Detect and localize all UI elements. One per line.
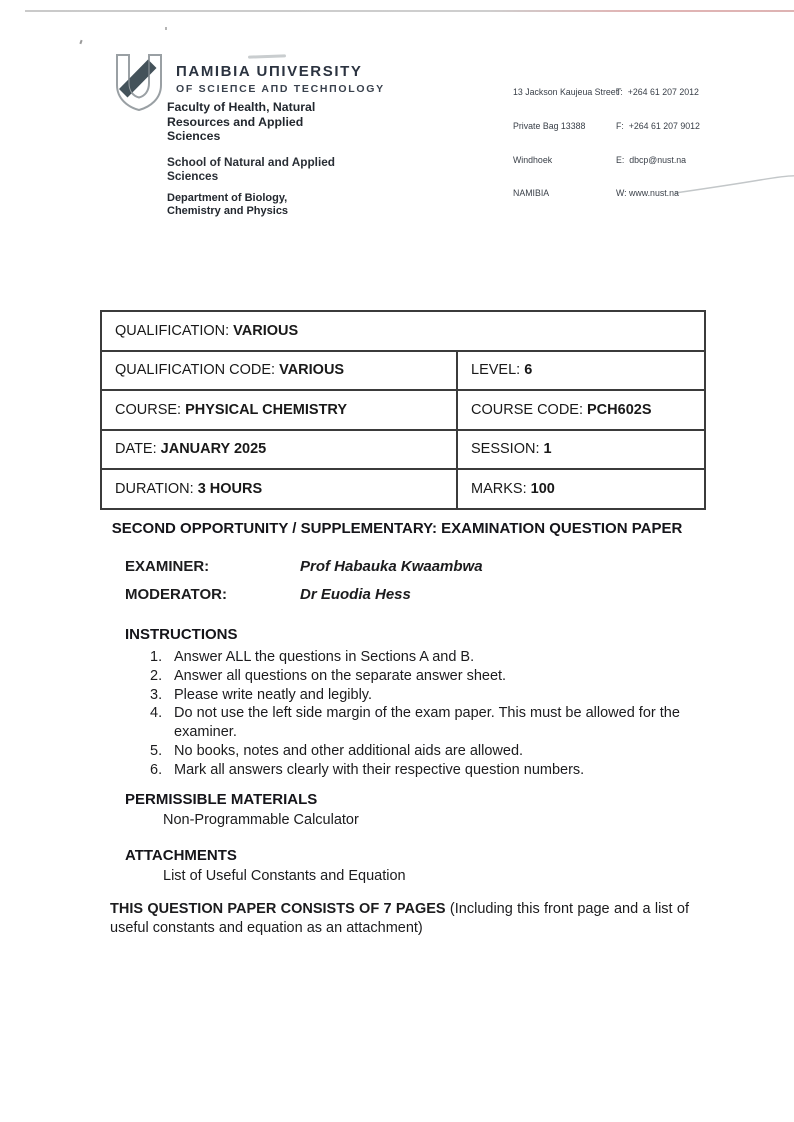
item-number: 5. [150,742,163,759]
address-line: Private Bag 13388 [513,121,586,132]
cell-label: MARKS: [471,480,531,497]
item-number: 3. [150,686,163,703]
cell-value: PHYSICAL CHEMISTRY [185,401,348,418]
address-line: NAMIBIA [513,188,550,199]
faculty-name [167,100,315,144]
cell-label: COURSE: [115,401,186,418]
examiner-label: EXAMINER: [125,558,210,575]
cell-value: 6 [524,362,533,379]
cell-label: SESSION: [471,441,544,458]
university-name-line2: OF SCIEПCE AПD TECHПOLOGY [176,83,385,95]
item-text: No books, notes and other additional aids are allowed. [174,742,524,759]
instruction-item [150,648,690,667]
contact-line: W: www.nust.na [616,188,679,199]
table-cell-qualification [102,312,704,350]
item-text: Mark all answers clearly with their respective question numbers. [174,761,585,778]
faculty-line: Resources and Applied [167,114,304,129]
course-info-table [100,310,706,510]
table-row [102,312,704,350]
table-cell-duration [102,470,458,508]
page-count-normal: (Including this front page and a list of useful constants and equation as an attachment) [110,901,689,936]
page-count-bold: THIS QUESTION PAPER CONSISTS OF 7 PAGES [110,901,446,917]
scan-speck [79,40,82,44]
cell-value: VARIOUS [279,362,345,379]
cell-label: LEVEL: [471,362,525,379]
page-count-note [110,900,689,938]
address-line: Windhoek [513,154,553,165]
cell-value: 1 [543,441,552,458]
department-line: Department of Biology, [167,192,288,204]
university-name-line1: ПAMIBIA UПIVERSITY [176,63,363,80]
school-name [167,155,335,183]
instructions-list [150,648,690,780]
table-cell-level [458,352,704,390]
moderator-name: Dr Euodia Hess [300,586,411,603]
cell-label: QUALIFICATION: [115,322,234,339]
school-line: Sciences [167,169,219,184]
table-row [102,350,704,390]
examiner-name: Prof Habauka Kwaambwa [300,558,483,575]
cell-value: VARIOUS [233,322,299,339]
cell-label: DURATION: [115,480,198,497]
instruction-item [150,686,690,705]
cell-label: DATE: [115,441,161,458]
cell-value: 100 [530,480,555,497]
item-text: Answer ALL the questions in Sections A and B. [174,649,475,665]
university-wordmark [176,63,385,95]
item-text: Do not use the left side margin of the exam paper. This must be allowed for the examiner. [174,705,680,741]
scan-speck [165,27,167,30]
table-row [102,468,704,508]
attachments-heading: ATTACHMENTS [125,847,237,864]
table-cell-qualification-code [102,352,458,390]
table-cell-date [102,431,458,469]
table-cell-course-code [458,391,704,429]
item-text: Answer all questions on the separate answer sheet. [174,667,507,684]
item-number: 2. [150,667,163,684]
instruction-item [150,704,690,742]
table-row [102,429,704,469]
materials-heading: PERMISSIBLE MATERIALS [125,791,318,808]
item-number: 4. [150,705,163,722]
cell-value: 3 HOURS [197,480,263,497]
nust-logo-icon [111,53,167,113]
scan-edge-line [25,10,794,12]
cell-value: PCH602S [587,401,652,418]
attachments-item: List of Useful Constants and Equation [163,868,406,884]
item-number: 6. [150,761,163,778]
department-line: Chemistry and Physics [167,205,289,218]
cell-label: QUALIFICATION CODE: [115,362,280,379]
table-cell-course [102,391,458,429]
instruction-item [150,742,690,761]
address-line: 13 Jackson Kaujeua Street [513,87,619,98]
table-cell-marks [458,470,704,508]
address-block [513,65,618,222]
scan-smudge [248,54,286,58]
department-name [167,192,288,218]
contact-block [616,65,700,222]
materials-item: Non-Programmable Calculator [163,812,359,828]
cell-value: JANUARY 2025 [160,441,267,458]
instructions-heading: INSTRUCTIONS [125,626,238,643]
table-row [102,389,704,429]
faculty-line: Sciences [167,129,221,144]
moderator-row [125,586,411,603]
table-cell-session [458,431,704,469]
instruction-item [150,667,690,686]
paper-title: SECOND OPPORTUNITY / SUPPLEMENTARY: EXAMINATION QUESTION PAPER [111,520,683,537]
moderator-label: MODERATOR: [125,586,227,603]
cell-label: COURSE CODE: [471,401,588,418]
faculty-line: Faculty of Health, Natural [167,100,316,114]
examiner-row [125,558,483,575]
school-line: School of Natural and Applied [167,155,336,169]
item-text: Please write neatly and legibly. [174,686,373,703]
contact-line: T: +264 61 207 2012 [616,87,699,98]
contact-line: E: dbcp@nust.na [616,154,687,165]
contact-line: F: +264 61 207 9012 [616,121,700,132]
item-number: 1. [150,649,163,665]
instruction-item [150,761,690,780]
